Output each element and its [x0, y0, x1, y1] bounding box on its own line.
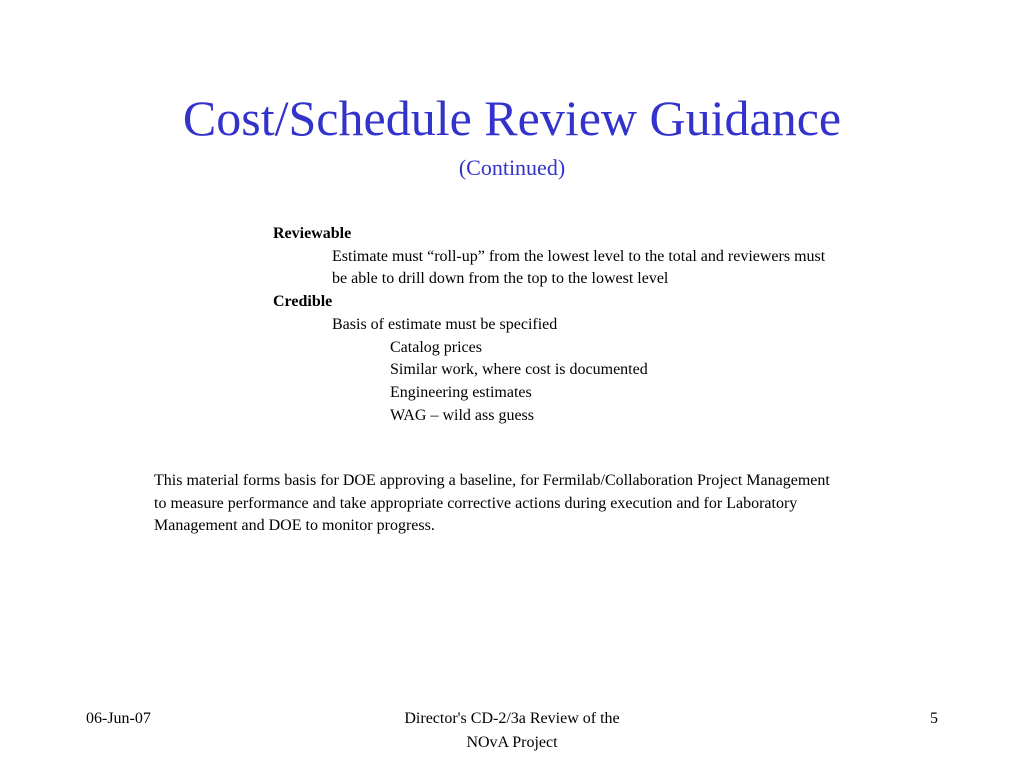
summary-paragraph: This material forms basis for DOE approving a baseline, for Fermilab/Collaboration Project Management to measure performance and take appropriate corrective actions during execution and for Laboratory Management and DOE to monitor progress.: [154, 472, 830, 535]
list-item: Engineering estimates: [390, 383, 532, 401]
footer-title-line2: NOvA Project: [466, 734, 558, 751]
footer-title: [362, 707, 662, 755]
credible-heading: Credible: [273, 293, 333, 311]
reviewable-heading: Reviewable: [273, 225, 352, 242]
list-item: Catalog prices: [390, 338, 482, 356]
reviewable-text: Estimate must “roll-up” from the lowest level to the total and reviewers must be able to drill down from the top to the lowest level: [332, 247, 826, 288]
list-item: WAG – wild ass guess: [390, 406, 534, 424]
list-item: Similar work, where cost is documented: [390, 361, 648, 379]
slide-subtitle: (Continued): [458, 155, 566, 180]
footer-title-line1: Director's CD-2/3a Review of the: [404, 710, 620, 727]
slide-title: Cost/Schedule Review Guidance: [182, 90, 842, 146]
guidance-list: [273, 223, 873, 427]
page-number: 5: [930, 710, 938, 727]
footer-date: 06-Jun-07: [86, 710, 151, 727]
credible-basis: Basis of estimate must be specified: [332, 315, 558, 333]
